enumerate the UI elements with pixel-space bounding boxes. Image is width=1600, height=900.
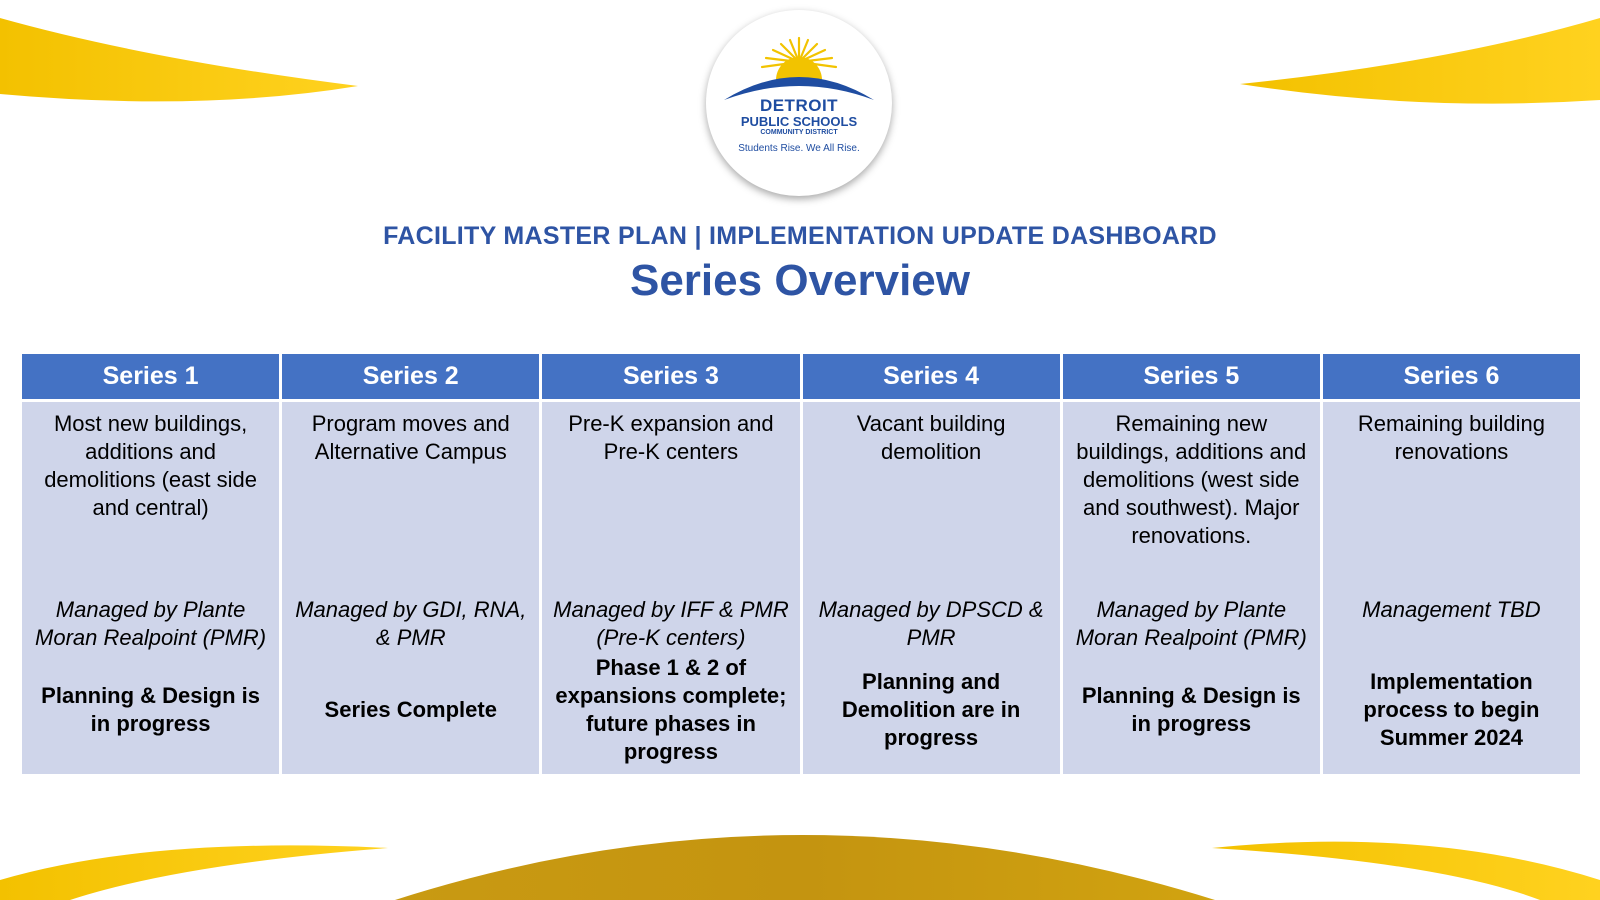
series-header: Series 1	[22, 354, 279, 399]
series-status	[552, 654, 789, 766]
series-description: Vacant building demolition	[856, 411, 1006, 464]
swoosh-bottom-right	[1212, 842, 1600, 900]
series-cell	[803, 402, 1060, 774]
series-description: Remaining building renovations	[1357, 411, 1545, 464]
series-description: Pre-K expansion and Pre-K centers	[568, 411, 774, 464]
series-cell	[1323, 402, 1580, 774]
logo-line-2: PUBLIC SCHOOLS	[740, 114, 858, 129]
dashboard-subtitle: FACILITY MASTER PLAN | IMPLEMENTATION UPDATE DASHBOARD	[383, 222, 1217, 250]
series-cell	[1063, 402, 1320, 774]
series-status	[813, 654, 1050, 766]
series-cell	[542, 402, 799, 774]
series-description: Program moves and Alternative Campus	[311, 411, 510, 464]
series-cell	[282, 402, 539, 774]
logo-tagline: Students Rise. We All Rise.	[738, 143, 860, 154]
series-management: Managed by DPSCD & PMR	[818, 597, 1044, 650]
series-management: Managed by GDI, RNA, & PMR	[295, 597, 527, 650]
swoosh-top-left	[0, 18, 358, 101]
district-logo	[706, 10, 892, 196]
swoosh-bottom-center	[395, 835, 1215, 900]
series-status-text: Implementation process to begin Summer 2024	[1363, 669, 1540, 750]
series-table	[22, 354, 1580, 774]
series-header: Series 6	[1323, 354, 1580, 399]
page-title: Series Overview	[629, 256, 970, 305]
series-management: Managed by Plante Moran Realpoint (PMR)	[35, 597, 267, 650]
series-column	[1063, 354, 1320, 774]
series-column	[282, 354, 539, 774]
series-header: Series 3	[542, 354, 799, 399]
swoosh-bottom-left	[0, 845, 388, 900]
series-management: Managed by IFF & PMR (Pre-K centers)	[553, 597, 789, 650]
logo-line-3: COMMUNITY DISTRICT	[760, 129, 838, 136]
series-description: Remaining new buildings, additions and demolitions (west side and southwest). Major renovations.	[1076, 411, 1307, 548]
series-status-text: Series Complete	[324, 697, 497, 722]
series-header: Series 5	[1063, 354, 1320, 399]
series-status	[1333, 654, 1570, 766]
swoosh-top-right	[1240, 18, 1600, 104]
series-status-text: Planning & Design is in progress	[1081, 683, 1301, 736]
series-status	[1073, 654, 1310, 766]
series-status-text: Planning & Design is in progress	[41, 683, 260, 736]
series-header: Series 4	[803, 354, 1060, 399]
series-management: Management TBD	[1362, 597, 1541, 622]
series-column	[1323, 354, 1580, 774]
series-header: Series 2	[282, 354, 539, 399]
series-status-text: Planning and Demolition are in progress	[841, 669, 1021, 750]
series-status	[292, 654, 529, 766]
series-cell	[22, 402, 279, 774]
series-status	[32, 654, 269, 766]
series-column	[803, 354, 1060, 774]
logo-line-1: DETROIT	[759, 96, 839, 115]
series-description: Most new buildings, additions and demolitions (east side and central)	[44, 411, 257, 520]
series-status-text: Phase 1 & 2 of expansions complete; future phases in progress	[555, 655, 787, 764]
series-management: Managed by Plante Moran Realpoint (PMR)	[1075, 597, 1307, 650]
series-column	[22, 354, 279, 774]
series-column	[542, 354, 799, 774]
